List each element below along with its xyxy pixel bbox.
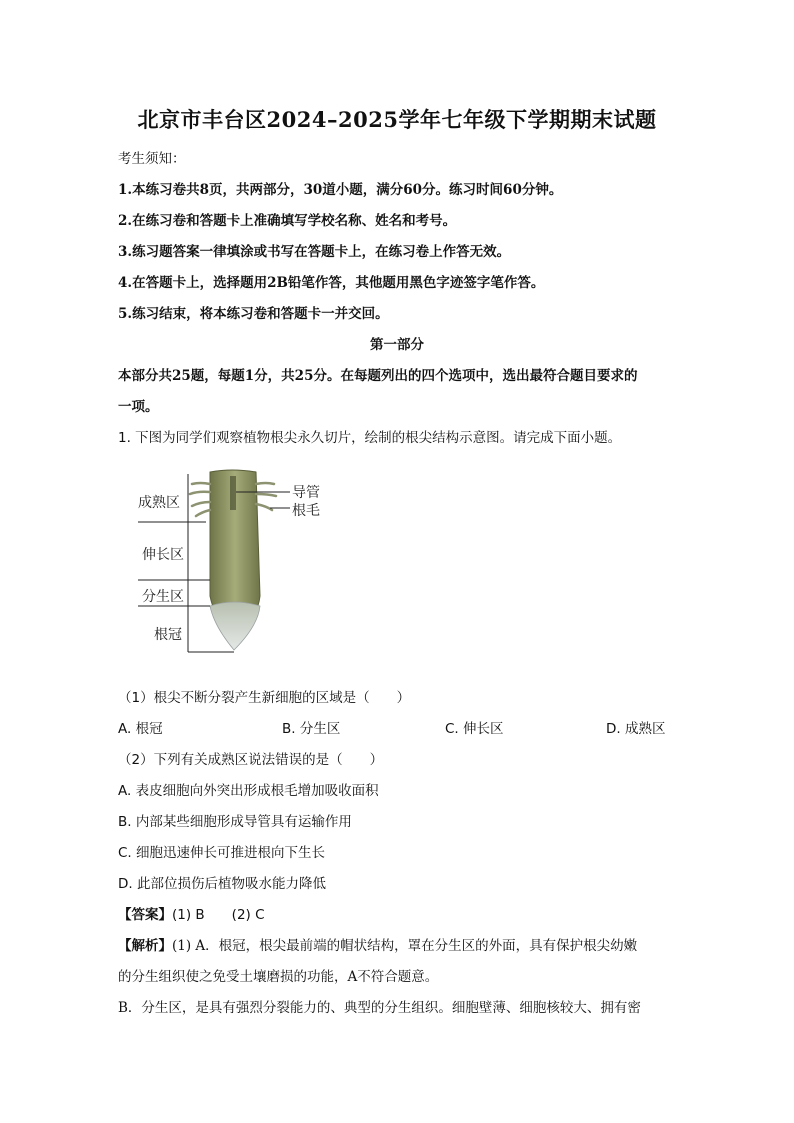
root-tip-figure xyxy=(130,466,360,656)
part-one-intro-line-1: 本部分共25题，每题1分，共25分。在每题列出的四个选项中，选出最符合题目要求的 xyxy=(118,368,638,384)
analysis-text-1: (1) A．根冠，根尖最前端的帽状结构，罩在分生区的外面，具有保护根尖幼嫩 xyxy=(172,938,638,954)
page-title: 北京市丰台区2024–2025学年七年级下学期期末试题 xyxy=(137,107,657,132)
sub-1-option-c: C. 伸长区 xyxy=(445,721,504,737)
part-one-intro-line-2: 一项。 xyxy=(118,399,159,415)
sub-1-option-a: A. 根冠 xyxy=(118,721,163,737)
notice-item-2: 2.在练习卷和答题卡上准确填写学校名称、姓名和考号。 xyxy=(118,213,457,229)
sub-2-option-d: D. 此部位损伤后植物吸水能力降低 xyxy=(118,876,326,892)
sub-2-option-c: C. 细胞迅速伸长可推进根向下生长 xyxy=(118,845,326,861)
sub-question-2-stem: （2）下列有关成熟区说法错误的是（ ） xyxy=(118,752,384,768)
root-cap xyxy=(210,602,260,650)
notice-item-3: 3.练习题答案一律填涂或书写在答题卡上，在练习卷上作答无效。 xyxy=(118,244,511,260)
sub-1-option-d: D. 成熟区 xyxy=(606,721,666,737)
notice-item-1: 1.本练习卷共8页，共两部分，30道小题，满分60分。练习时间60分钟。 xyxy=(118,182,563,198)
analysis-line-2: 的分生组织使之免受土壤磨损的功能，A不符合题意。 xyxy=(118,969,439,985)
label-vessel: 导管 xyxy=(292,485,320,501)
analysis-label: 【解析】 xyxy=(118,938,172,954)
notice-heading: 考生须知： xyxy=(118,151,186,167)
vessel xyxy=(230,476,236,510)
answer-text: (1) B (2) C xyxy=(172,907,265,923)
sub-1-option-b: B. 分生区 xyxy=(282,721,341,737)
label-meristem-zone: 分生区 xyxy=(142,589,184,605)
sub-2-option-a: A. 表皮细胞向外突出形成根毛增加吸收面积 xyxy=(118,783,379,799)
analysis-line-3: B．分生区，是具有强烈分裂能力的、典型的分生组织。细胞壁薄、细胞核较大、拥有密 xyxy=(118,1000,641,1016)
sub-question-1-stem: （1）根尖不断分裂产生新细胞的区域是（ ） xyxy=(118,690,411,706)
answer-line xyxy=(118,903,265,923)
answer-label: 【答案】 xyxy=(118,907,172,923)
question-1-stem: 1. 下图为同学们观察植物根尖永久切片，绘制的根尖结构示意图。请完成下面小题。 xyxy=(118,430,622,446)
label-maturation-zone: 成熟区 xyxy=(138,495,180,511)
part-one-heading: 第一部分 xyxy=(370,337,424,353)
analysis-line-1 xyxy=(118,934,637,954)
label-root-hair: 根毛 xyxy=(292,503,320,519)
notice-item-4: 4.在答题卡上，选择题用2B铅笔作答，其他题用黑色字迹签字笔作答。 xyxy=(118,275,545,291)
notice-item-5: 5.练习结束，将本练习卷和答题卡一并交回。 xyxy=(118,306,389,322)
label-elongation-zone: 伸长区 xyxy=(142,547,184,563)
label-root-cap: 根冠 xyxy=(154,627,182,643)
sub-2-option-b: B. 内部某些细胞形成导管具有运输作用 xyxy=(118,814,352,830)
